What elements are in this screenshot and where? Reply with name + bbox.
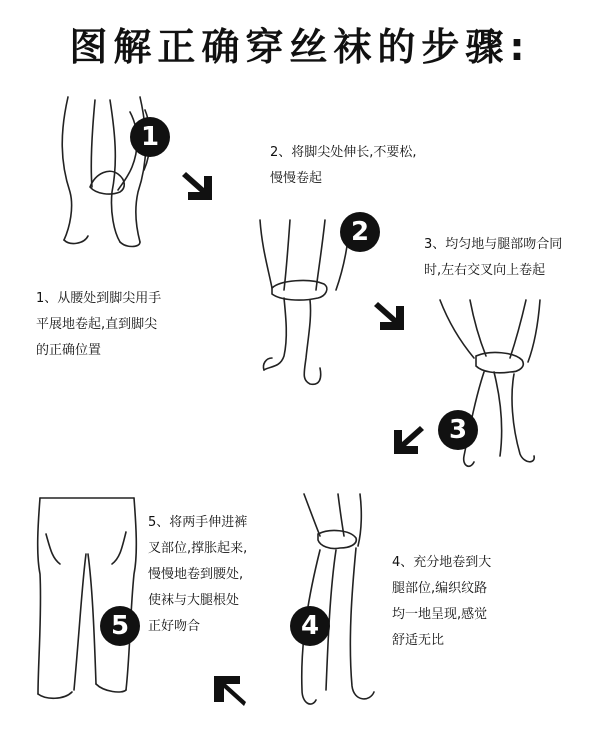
step5-badge: 5	[100, 606, 140, 646]
step5-legs-illustration	[30, 494, 150, 704]
arrow-down-right-icon	[182, 166, 224, 204]
step3-line: 3、均匀地与腿部吻合同	[424, 237, 563, 252]
step2-line: 2、将脚尖处伸长,不要松,	[270, 145, 417, 160]
step5-text	[148, 510, 247, 640]
step2-badge: 2	[340, 212, 380, 252]
step1-badge: 1	[130, 117, 170, 157]
step1-line: 的正确位置	[36, 343, 102, 358]
step5-line: 叉部位,撑胀起来,	[148, 541, 248, 556]
step4-line: 均一地呈现,感觉	[392, 607, 488, 622]
step3-badge: 3	[438, 410, 478, 450]
step2-text	[270, 140, 417, 192]
step4-line: 4、充分地卷到大	[392, 555, 492, 570]
step1-text	[36, 286, 161, 364]
step1-legs-illustration	[40, 92, 170, 252]
step3-line: 时,左右交叉向上卷起	[424, 263, 546, 278]
step3-legs-illustration	[430, 296, 550, 476]
step4-line: 腿部位,编织纹路	[392, 581, 488, 596]
step3-text	[424, 232, 562, 284]
step4-badge: 4	[290, 606, 330, 646]
step4-text	[392, 550, 491, 654]
arrow-up-left-icon	[200, 672, 246, 712]
step1-line: 平展地卷起,直到脚尖	[36, 317, 158, 332]
step1-line: 1、从腰处到脚尖用手	[36, 291, 162, 306]
step5-line: 5、将两手伸进裤	[148, 515, 248, 530]
step4-line: 舒适无比	[392, 633, 445, 648]
step5-line: 使袜与大腿根处	[148, 593, 240, 608]
step5-line: 正好吻合	[148, 619, 201, 634]
arrow-down-right-icon	[374, 296, 416, 334]
step4-legs-illustration	[290, 490, 390, 715]
step2-line: 慢慢卷起	[270, 171, 323, 186]
arrow-down-left-icon	[382, 420, 424, 458]
page-title: 图解正确穿丝袜的步骤:	[69, 25, 531, 69]
step5-line: 慢慢地卷到腰处,	[148, 567, 244, 582]
